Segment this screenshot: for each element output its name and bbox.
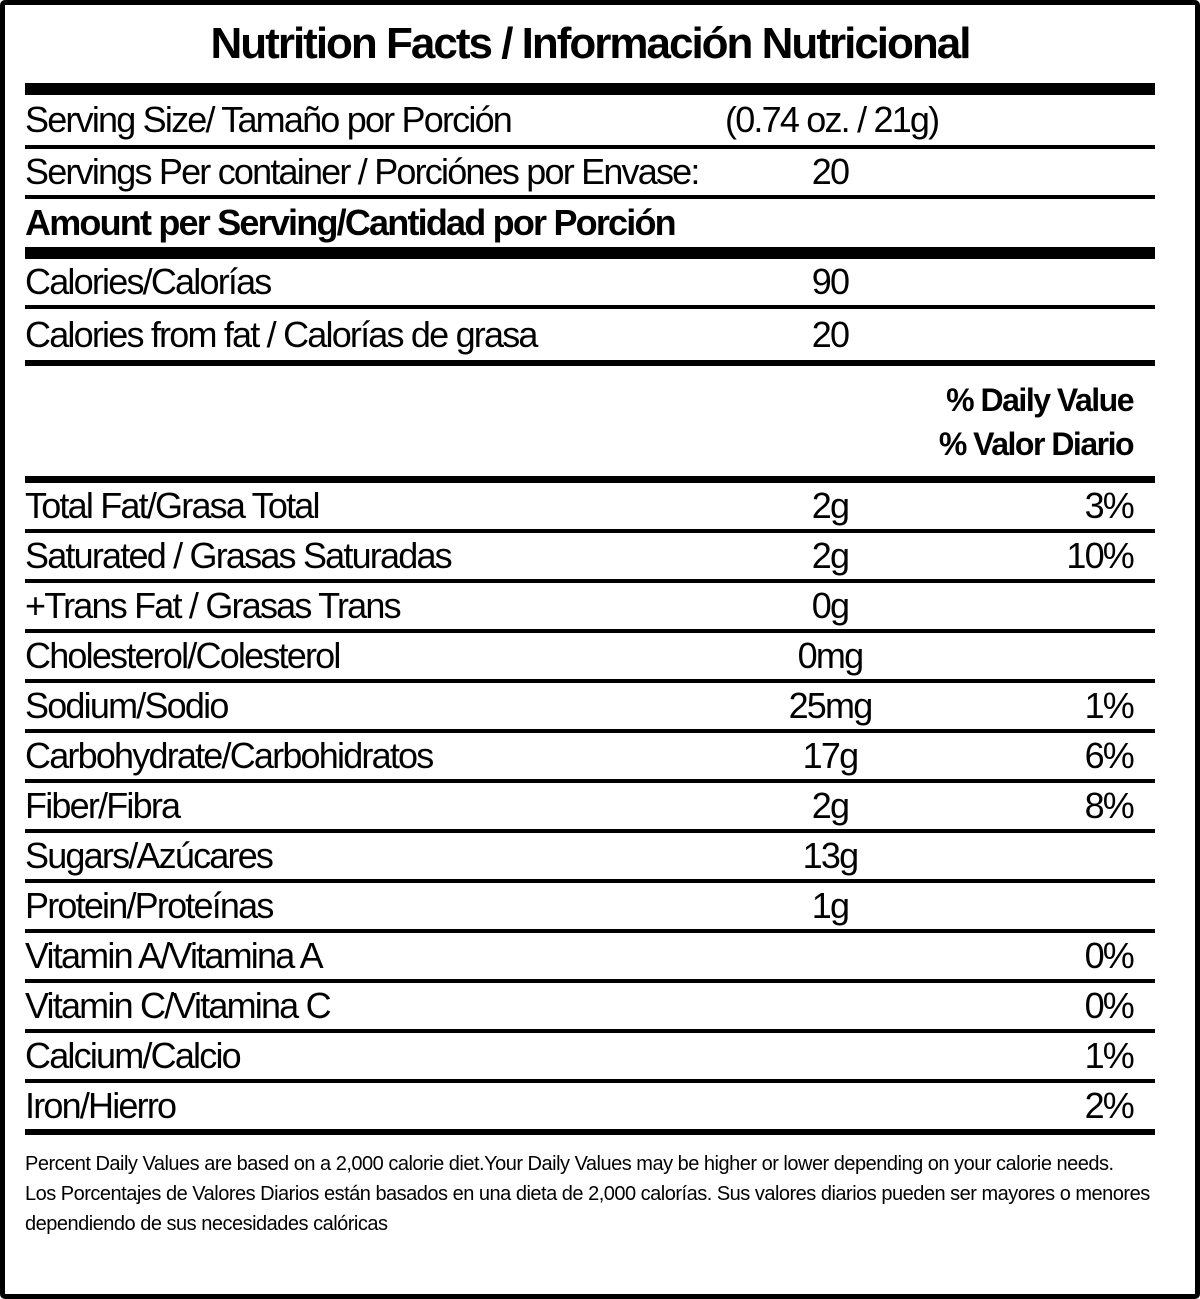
nutrient-percent: 1%	[1084, 1035, 1133, 1076]
nutrient-label: Calcium/Calcio	[25, 1035, 240, 1076]
nutrient-row-sodium	[25, 683, 1155, 733]
nutrient-label: +Trans Fat / Grasas Trans	[25, 585, 400, 626]
calories-label: Calories/Calorías	[25, 261, 271, 302]
calories-from-fat-row	[25, 309, 1155, 366]
nutrient-row-sugars	[25, 833, 1155, 883]
nutrient-amount: 13g	[802, 835, 858, 876]
nutrient-label: Fiber/Fibra	[25, 785, 180, 826]
nutrient-label: Sugars/Azúcares	[25, 835, 273, 876]
label-title: Nutrition Facts / Información Nutricional	[210, 19, 970, 68]
footnote-en: Percent Daily Values are based on a 2,000 calorie diet.Your Daily Values may be higher or lower depending on your calorie needs.	[25, 1153, 1114, 1175]
calories-from-fat-value: 20	[811, 313, 849, 355]
nutrient-amount: 2g	[811, 485, 849, 526]
nutrient-amount: 0mg	[797, 635, 863, 676]
nutrient-row-fiber	[25, 783, 1155, 833]
daily-value-header	[25, 366, 1155, 483]
nutrient-percent: 1%	[1084, 685, 1133, 726]
nutrient-label: Saturated / Grasas Saturadas	[25, 535, 451, 576]
nutrient-row-cholesterol	[25, 633, 1155, 683]
nutrient-row-vitamin-c	[25, 983, 1155, 1033]
nutrient-row-iron	[25, 1083, 1155, 1135]
nutrient-row-calcium	[25, 1033, 1155, 1083]
servings-per-container-value: 20	[811, 151, 849, 192]
nutrient-row-trans-fat	[25, 583, 1155, 633]
amount-per-serving-heading: Amount per Serving/Cantidad por Porción	[25, 202, 675, 243]
nutrient-percent: 8%	[1084, 785, 1133, 826]
footnote	[25, 1135, 1155, 1294]
nutrient-amount: 2g	[811, 535, 849, 576]
title-divider-bar	[25, 83, 1155, 95]
calories-from-fat-label: Calories from fat / Calorías de grasa	[25, 313, 537, 355]
calories-row	[25, 259, 1155, 309]
nutrient-percent: 6%	[1084, 735, 1133, 776]
nutrient-amount: 0g	[811, 585, 849, 626]
nutrient-amount: 2g	[811, 785, 849, 826]
nutrient-label: Vitamin C/Vitamina C	[25, 985, 330, 1026]
daily-value-line-en: % Daily Value	[946, 382, 1133, 418]
nutrient-label: Cholesterol/Colesterol	[25, 635, 340, 676]
nutrient-row-total-fat	[25, 483, 1155, 533]
nutrient-percent: 0%	[1084, 985, 1133, 1026]
nutrient-row-saturated-fat	[25, 533, 1155, 583]
nutrient-label: Protein/Proteínas	[25, 885, 273, 926]
serving-size-row	[25, 95, 1155, 149]
nutrient-label: Iron/Hierro	[25, 1085, 176, 1126]
nutrient-percent: 10%	[1066, 535, 1133, 576]
nutrient-row-carbohydrate	[25, 733, 1155, 783]
nutrient-row-vitamin-a	[25, 933, 1155, 983]
serving-size-value: (0.74 oz. / 21g)	[725, 99, 939, 140]
footnote-es: Los Porcentajes de Valores Diarios están basados en una dieta de 2,000 calorías. Sus valores diarios pueden ser mayores o menores dependiendo de sus necesidades calóricas	[25, 1183, 1150, 1235]
servings-per-container-row	[25, 149, 1155, 199]
nutrient-percent: 2%	[1084, 1085, 1133, 1126]
nutrient-amount: 17g	[802, 735, 858, 776]
nutrient-label: Vitamin A/Vitamina A	[25, 935, 322, 976]
nutrient-percent: 3%	[1084, 485, 1133, 526]
amount-per-serving-row	[25, 199, 1155, 247]
nutrient-label: Total Fat/Grasa Total	[25, 485, 319, 526]
nutrient-percent: 0%	[1084, 935, 1133, 976]
daily-value-line-es: % Valor Diario	[938, 426, 1133, 462]
servings-per-container-label: Servings Per container / Porciónes por Envase:	[25, 151, 699, 192]
calories-value: 90	[811, 261, 849, 302]
amount-per-serving-divider-bar	[25, 247, 1155, 259]
nutrient-amount: 25mg	[788, 685, 872, 726]
nutrient-label: Sodium/Sodio	[25, 685, 228, 726]
nutrient-amount: 1g	[811, 885, 849, 926]
serving-size-label: Serving Size/ Tamaño por Porción	[25, 99, 512, 140]
nutrient-label: Carbohydrate/Carbohidratos	[25, 735, 433, 776]
nutrient-row-protein	[25, 883, 1155, 933]
